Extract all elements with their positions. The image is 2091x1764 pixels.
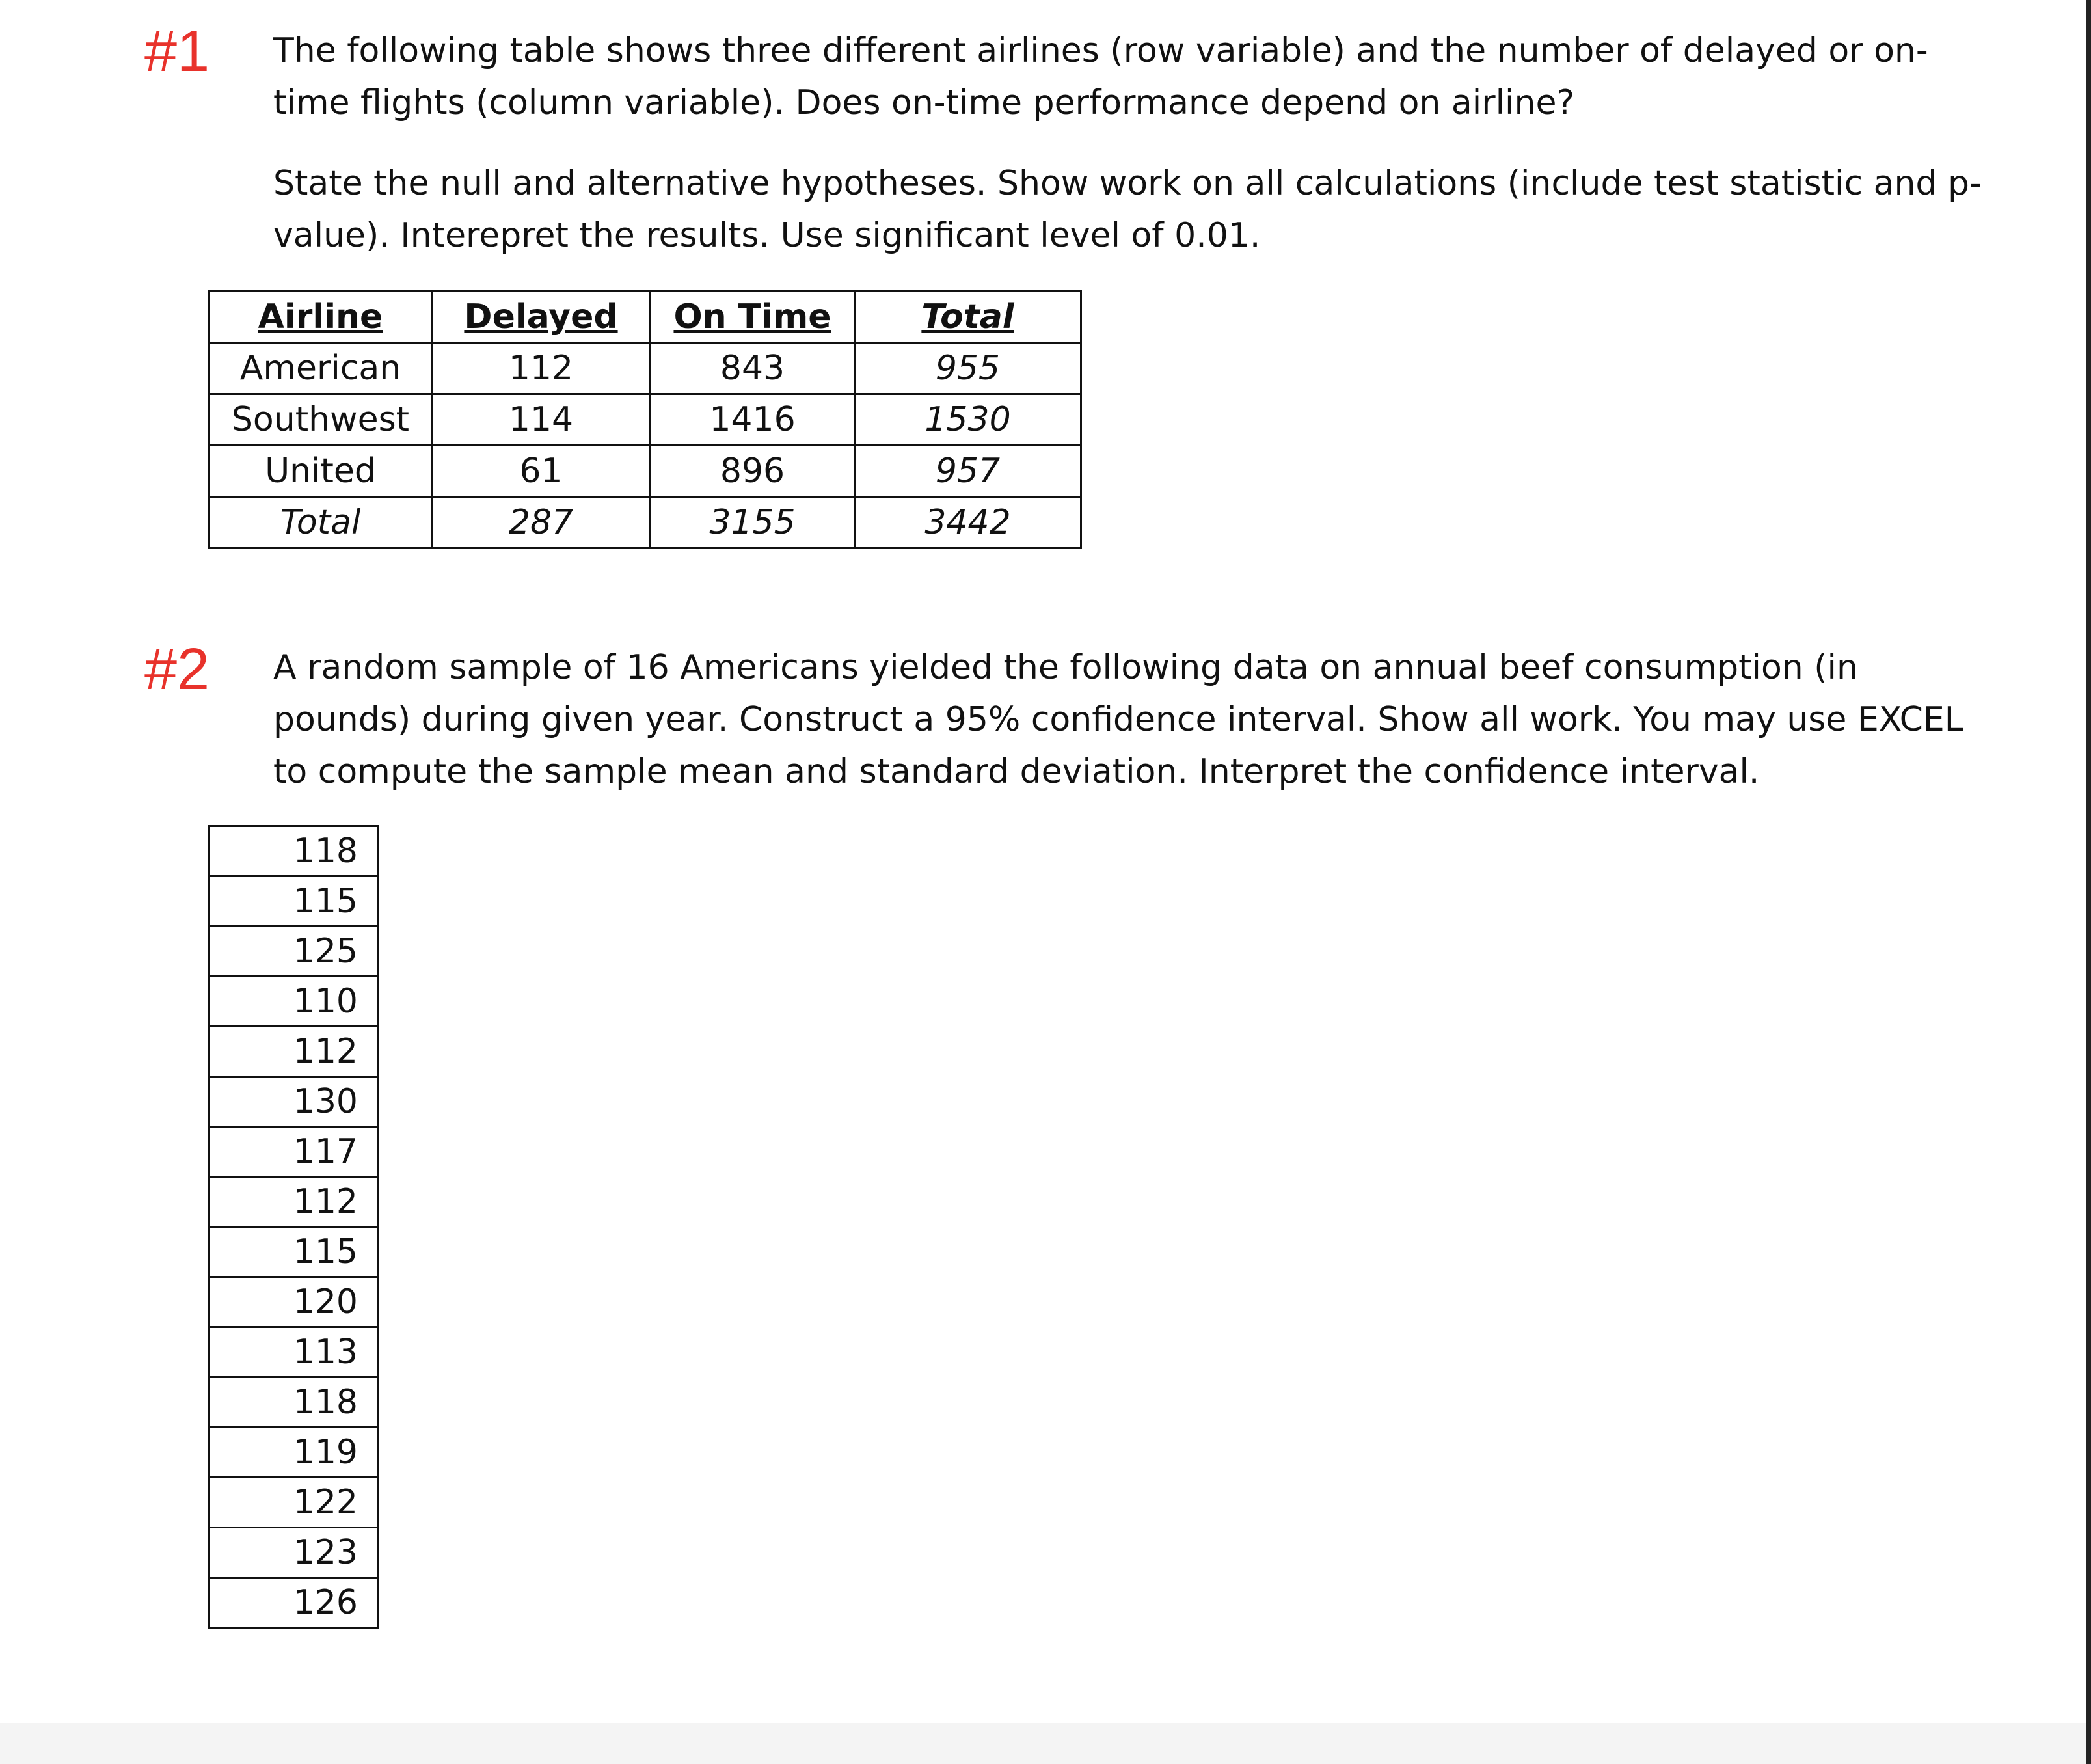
question-1-number: #1 xyxy=(144,19,210,84)
table-row xyxy=(209,977,379,1027)
total-cell: 957 xyxy=(855,446,1081,497)
total-cell: 1530 xyxy=(855,394,1081,446)
total-on-time-cell: 3155 xyxy=(651,497,855,549)
on-time-cell: 896 xyxy=(651,446,855,497)
table-row xyxy=(209,826,379,876)
table-row xyxy=(209,1277,379,1327)
data-cell: 115 xyxy=(209,876,379,927)
prompt-line: time flights (column variable). Does on-time performance depend on airline? xyxy=(273,83,1575,122)
airline-contingency-table xyxy=(208,290,1082,549)
header-total: Total xyxy=(855,292,1081,343)
question-1-instructions xyxy=(273,157,1982,262)
prompt-line: to compute the sample mean and standard deviation. Interpret the confidence interval. xyxy=(273,752,1760,791)
grand-total-cell: 3442 xyxy=(855,497,1081,549)
table-row xyxy=(209,1177,379,1227)
data-cell: 118 xyxy=(209,1377,379,1428)
table-row xyxy=(209,394,1081,446)
delayed-cell: 112 xyxy=(432,343,651,394)
question-1-prompt xyxy=(273,25,1928,129)
table-total-row xyxy=(209,497,1081,549)
airline-cell: United xyxy=(209,446,432,497)
table-row xyxy=(209,1077,379,1127)
header-delayed: Delayed xyxy=(432,292,651,343)
table-row xyxy=(209,1327,379,1377)
delayed-cell: 114 xyxy=(432,394,651,446)
table-row xyxy=(209,1377,379,1428)
on-time-cell: 843 xyxy=(651,343,855,394)
instruction-line: State the null and alternative hypotheses. Show work on all calculations (include test statistic and p- xyxy=(273,164,1982,203)
airline-cell: Southwest xyxy=(209,394,432,446)
data-cell: 126 xyxy=(209,1578,379,1628)
table-row xyxy=(209,1428,379,1478)
table-row xyxy=(209,876,379,927)
data-cell: 123 xyxy=(209,1528,379,1578)
question-2-prompt xyxy=(273,642,1963,798)
page-bottom-strip xyxy=(0,1723,2091,1764)
instruction-line: value). Interepret the results. Use significant level of 0.01. xyxy=(273,216,1261,255)
data-cell: 112 xyxy=(209,1027,379,1077)
table-header-row xyxy=(209,292,1081,343)
table-row xyxy=(209,1227,379,1277)
header-airline: Airline xyxy=(209,292,432,343)
data-cell: 130 xyxy=(209,1077,379,1127)
page-right-edge xyxy=(2086,0,2091,1764)
on-time-cell: 1416 xyxy=(651,394,855,446)
table-row xyxy=(209,1127,379,1177)
total-cell: 955 xyxy=(855,343,1081,394)
delayed-cell: 61 xyxy=(432,446,651,497)
data-cell: 119 xyxy=(209,1428,379,1478)
table-row xyxy=(209,1578,379,1628)
data-cell: 120 xyxy=(209,1277,379,1327)
table-row xyxy=(209,1528,379,1578)
data-cell: 113 xyxy=(209,1327,379,1377)
prompt-line: The following table shows three different airlines (row variable) and the number of delayed or on- xyxy=(273,31,1928,70)
prompt-line: A random sample of 16 Americans yielded the following data on annual beef consumption (in xyxy=(273,648,1858,687)
data-cell: 115 xyxy=(209,1227,379,1277)
data-cell: 125 xyxy=(209,927,379,977)
data-cell: 112 xyxy=(209,1177,379,1227)
table-row xyxy=(209,343,1081,394)
total-label-cell: Total xyxy=(209,497,432,549)
total-delayed-cell: 287 xyxy=(432,497,651,549)
prompt-line: pounds) during given year. Construct a 95% confidence interval. Show all work. You may use EXCEL xyxy=(273,700,1963,739)
header-on-time: On Time xyxy=(651,292,855,343)
beef-consumption-data-table xyxy=(208,825,379,1629)
question-2-number: #2 xyxy=(144,637,210,702)
table-row xyxy=(209,1478,379,1528)
table-row xyxy=(209,446,1081,497)
data-cell: 118 xyxy=(209,826,379,876)
airline-cell: American xyxy=(209,343,432,394)
data-cell: 117 xyxy=(209,1127,379,1177)
data-cell: 122 xyxy=(209,1478,379,1528)
table-row xyxy=(209,1027,379,1077)
data-cell: 110 xyxy=(209,977,379,1027)
table-row xyxy=(209,927,379,977)
